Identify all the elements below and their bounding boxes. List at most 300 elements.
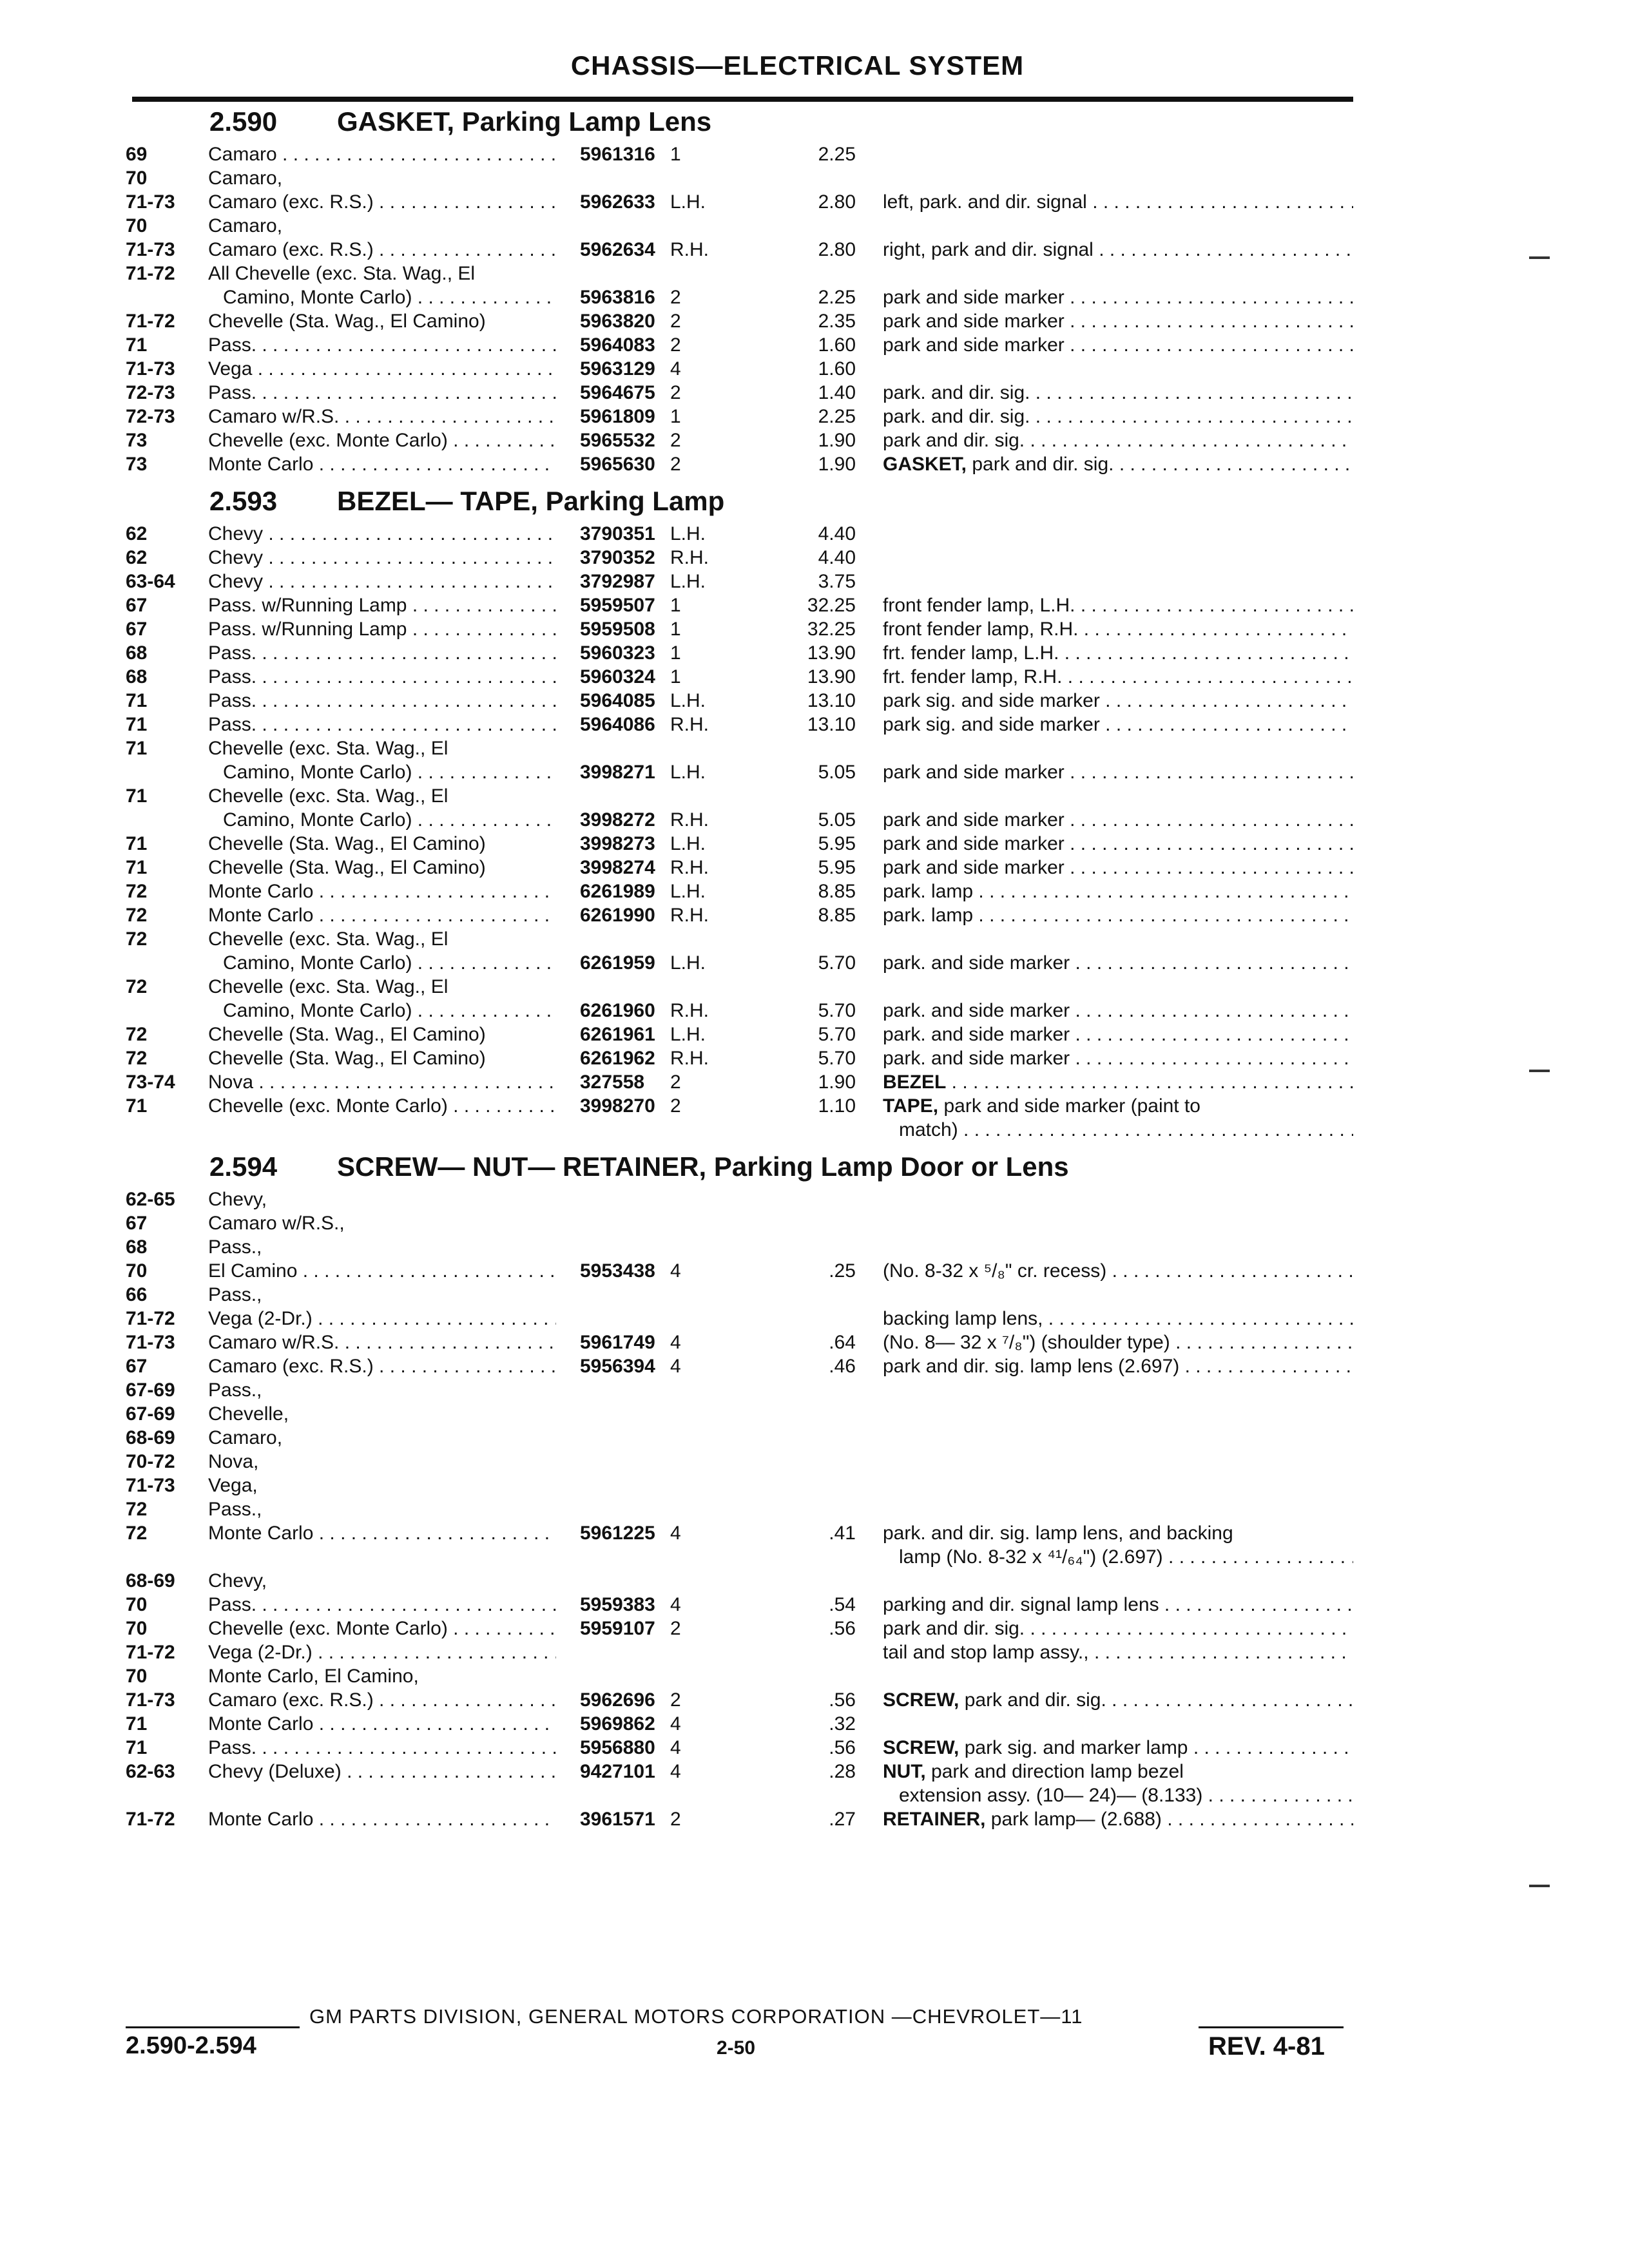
price: 13.10	[807, 714, 856, 735]
parts-row	[0, 1545, 1629, 1569]
part-number: 6261961	[580, 1024, 655, 1045]
section-title: BEZEL— TAPE, Parking Lamp	[337, 486, 725, 516]
price: .32	[829, 1713, 856, 1735]
quantity-or-side: L.H.	[670, 762, 706, 783]
description-cell	[883, 190, 1353, 214]
price: 5.70	[818, 1000, 856, 1021]
parts-row	[0, 1118, 1629, 1142]
model-cell	[208, 1569, 556, 1593]
description-cell	[883, 617, 1353, 641]
model-year: 71-73	[126, 239, 175, 260]
model-name: Pass. w/Running Lamp . . .	[208, 595, 556, 616]
price: 8.85	[818, 881, 856, 902]
model-name: Camaro w/R.S. . . .	[208, 406, 556, 427]
parts-row	[0, 1046, 1629, 1070]
description-text: park sig. and side marker . . .	[883, 690, 1353, 711]
model-name: Pass. . . .	[208, 1737, 556, 1758]
model-year: 71	[126, 334, 148, 356]
description-cell	[899, 1118, 1353, 1142]
part-number: 5961316	[580, 144, 655, 165]
description-text: park and side marker . . .	[883, 857, 1353, 878]
price: .56	[829, 1737, 856, 1758]
price: 1.90	[818, 1072, 856, 1093]
parts-row	[0, 357, 1629, 381]
model-cell	[208, 1450, 556, 1474]
model-cell	[223, 999, 556, 1023]
catalog-content	[0, 97, 1629, 1831]
section-heading	[0, 480, 1629, 522]
quantity-or-side: 2	[670, 334, 681, 356]
footer-rule-right	[1199, 2026, 1344, 2028]
quantity-or-side: 4	[670, 1737, 681, 1758]
description-text: park. and dir. sig. lamp lens, and backing	[883, 1523, 1233, 1544]
model-name: Camaro w/R.S.,	[208, 1213, 345, 1234]
model-name: Chevy (Deluxe) . . .	[208, 1761, 556, 1782]
model-cell	[208, 1354, 556, 1378]
description-cell	[883, 951, 1353, 975]
part-number: 5961809	[580, 406, 655, 427]
parts-row	[0, 142, 1629, 166]
description-cell	[883, 1354, 1353, 1378]
parts-row	[0, 190, 1629, 214]
parts-row	[0, 689, 1629, 713]
parts-row	[0, 1569, 1629, 1593]
model-year: 71	[126, 833, 148, 854]
quantity-or-side: 1	[670, 144, 681, 165]
model-year: 67	[126, 619, 148, 640]
model-year: 68-69	[126, 1427, 175, 1448]
price: .25	[829, 1260, 856, 1282]
part-number: 5964675	[580, 382, 655, 403]
part-number: 5964083	[580, 334, 655, 356]
description-cell	[883, 381, 1353, 405]
part-number: 5960324	[580, 666, 655, 687]
parts-row	[0, 1712, 1629, 1736]
parts-row	[0, 713, 1629, 736]
description-cell	[883, 309, 1353, 333]
description-text: match) . . .	[899, 1119, 1353, 1140]
parts-row	[0, 1617, 1629, 1640]
model-cell	[208, 665, 556, 689]
description-keyword: SCREW,	[883, 1689, 959, 1711]
model-cell	[208, 617, 556, 641]
model-year: 73	[126, 454, 148, 475]
description-text: park. and side marker . . .	[883, 952, 1353, 974]
model-name: Monte Carlo . . .	[208, 1809, 556, 1830]
parts-row	[0, 381, 1629, 405]
model-year: 72	[126, 1024, 148, 1045]
description-text: park and side marker (paint to	[938, 1095, 1200, 1117]
part-number: 5959508	[580, 619, 655, 640]
model-year: 69	[126, 144, 148, 165]
parts-row	[0, 1094, 1629, 1118]
price: 1.60	[818, 334, 856, 356]
model-year: 70	[126, 1618, 148, 1639]
parts-row	[0, 522, 1629, 546]
model-cell	[208, 879, 556, 903]
description-cell	[883, 1259, 1353, 1283]
model-name: Camaro (exc. R.S.) . . .	[208, 191, 556, 213]
quantity-or-side: L.H.	[670, 881, 706, 902]
description-keyword: TAPE,	[883, 1095, 939, 1117]
description-text: park and dir. sig. . . .	[883, 430, 1353, 451]
description-cell	[883, 856, 1353, 879]
parts-row	[0, 333, 1629, 357]
description-text: park. lamp . . .	[883, 881, 1353, 902]
part-number: 5956880	[580, 1737, 655, 1758]
part-number: 5962634	[580, 239, 655, 260]
parts-row	[0, 903, 1629, 927]
quantity-or-side: 4	[670, 1332, 681, 1353]
model-name: Pass.,	[208, 1379, 262, 1401]
parts-row	[0, 262, 1629, 285]
model-cell	[208, 522, 556, 546]
model-name: Pass. w/Running Lamp . . .	[208, 619, 556, 640]
description-cell	[883, 405, 1353, 428]
parts-row	[0, 1023, 1629, 1046]
model-name: Monte Carlo . . .	[208, 881, 556, 902]
price: 2.80	[818, 191, 856, 213]
parts-row	[0, 214, 1629, 238]
model-name: Chevy . . .	[208, 547, 556, 568]
model-cell	[208, 238, 556, 262]
price: 2.25	[818, 144, 856, 165]
description-text: park and side marker . . .	[883, 334, 1353, 356]
description-text: lamp (No. 8-32 x ⁴¹/₆₄") (2.697) . . .	[899, 1546, 1353, 1568]
model-year: 72	[126, 1048, 148, 1069]
parts-row	[0, 1688, 1629, 1712]
model-name: Chevelle (Sta. Wag., El Camino)	[208, 1048, 486, 1069]
model-year: 62-65	[126, 1189, 175, 1210]
price: 8.85	[818, 905, 856, 926]
part-number: 5953438	[580, 1260, 655, 1282]
part-number: 3792987	[580, 571, 655, 592]
description-cell	[883, 760, 1353, 784]
description-cell	[883, 1331, 1353, 1354]
quantity-or-side: 4	[670, 1594, 681, 1615]
parts-row	[0, 832, 1629, 856]
model-cell	[208, 1760, 556, 1783]
model-name: Camaro (exc. R.S.) . . .	[208, 1356, 556, 1377]
part-number: 5959107	[580, 1618, 655, 1639]
footer-corporation: GM PARTS DIVISION, GENERAL MOTORS CORPORATION —CHEVROLET—11	[309, 2005, 1083, 2028]
model-cell	[208, 1046, 556, 1070]
quantity-or-side: 2	[670, 311, 681, 332]
parts-row	[0, 452, 1629, 476]
model-year: 71-73	[126, 1332, 175, 1353]
quantity-or-side: 2	[670, 382, 681, 403]
price: .64	[829, 1332, 856, 1353]
price: 3.75	[818, 571, 856, 592]
part-number: 5969862	[580, 1713, 655, 1735]
quantity-or-side: L.H.	[670, 952, 706, 974]
model-year: 71	[126, 1095, 148, 1117]
model-name: Vega (2-Dr.) . . .	[208, 1308, 556, 1329]
description-cell	[883, 689, 1353, 713]
section-number: 2.590	[209, 106, 278, 137]
parts-row	[0, 285, 1629, 309]
description-text: backing lamp lens, . . .	[883, 1308, 1353, 1329]
model-year: 72	[126, 881, 148, 902]
model-year: 70	[126, 168, 148, 189]
description-text: park and side marker . . .	[883, 311, 1353, 332]
model-cell	[208, 784, 556, 808]
quantity-or-side: 2	[670, 430, 681, 451]
footer-page-number: 2-50	[717, 2037, 756, 2059]
description-cell	[883, 1736, 1353, 1760]
model-year: 71	[126, 738, 148, 759]
part-number: 3998272	[580, 809, 655, 831]
description-cell	[883, 428, 1353, 452]
description-text: park and side marker . . .	[883, 809, 1353, 831]
part-number: 6261989	[580, 881, 655, 902]
model-year: 67-69	[126, 1403, 175, 1425]
model-name: Camaro,	[208, 1427, 283, 1448]
description-text: park. and side marker . . .	[883, 1000, 1353, 1021]
parts-row	[0, 1187, 1629, 1211]
price: .46	[829, 1356, 856, 1377]
description-text: park sig. and side marker . . .	[883, 714, 1353, 735]
parts-row	[0, 617, 1629, 641]
price: .54	[829, 1594, 856, 1615]
price: 1.10	[818, 1095, 856, 1117]
quantity-or-side: 1	[670, 642, 681, 664]
model-cell	[208, 1497, 556, 1521]
parts-row	[0, 1354, 1629, 1378]
model-cell	[208, 1283, 556, 1307]
description-cell	[883, 593, 1353, 617]
quantity-or-side: R.H.	[670, 239, 709, 260]
description-keyword: NUT,	[883, 1761, 926, 1782]
description-cell	[883, 1593, 1353, 1617]
model-name: Monte Carlo, El Camino,	[208, 1666, 419, 1687]
description-cell	[883, 452, 1353, 476]
model-cell	[208, 1070, 556, 1094]
description-text: front fender lamp, L.H. . . .	[883, 595, 1353, 616]
model-year: 71	[126, 1713, 148, 1735]
model-year: 71-72	[126, 263, 175, 284]
description-cell	[883, 1307, 1353, 1331]
part-number: 3961571	[580, 1809, 655, 1830]
description-text: park and direction lamp bezel	[925, 1761, 1184, 1782]
model-year: 68-69	[126, 1570, 175, 1591]
parts-row	[0, 951, 1629, 975]
quantity-or-side: 4	[670, 358, 681, 380]
part-number: 5960323	[580, 642, 655, 664]
model-name: Pass. . . .	[208, 690, 556, 711]
quantity-or-side: R.H.	[670, 1048, 709, 1069]
part-number: 3998273	[580, 833, 655, 854]
model-year: 71	[126, 1737, 148, 1758]
description-text: front fender lamp, R.H. . . .	[883, 619, 1353, 640]
model-cell	[208, 1259, 556, 1283]
model-cell	[208, 1378, 556, 1402]
parts-row	[0, 1070, 1629, 1094]
model-cell	[208, 546, 556, 570]
description-cell	[883, 1070, 1353, 1094]
model-cell	[208, 405, 556, 428]
part-number: 5956394	[580, 1356, 655, 1377]
description-keyword: BEZEL	[883, 1072, 947, 1093]
parts-row	[0, 1664, 1629, 1688]
model-year: 73-74	[126, 1072, 175, 1093]
quantity-or-side: 2	[670, 454, 681, 475]
model-name: Chevelle (Sta. Wag., El Camino)	[208, 833, 486, 854]
model-cell	[208, 1094, 556, 1118]
parts-row	[0, 1235, 1629, 1259]
parts-row	[0, 760, 1629, 784]
price: 13.90	[807, 666, 856, 687]
quantity-or-side: 2	[670, 287, 681, 308]
part-number: 6261990	[580, 905, 655, 926]
model-cell	[208, 736, 556, 760]
parts-row	[0, 1283, 1629, 1307]
price: 1.90	[818, 430, 856, 451]
model-cell	[208, 190, 556, 214]
model-name: Monte Carlo . . .	[208, 1713, 556, 1735]
model-year: 62	[126, 547, 148, 568]
model-name: Chevy . . .	[208, 523, 556, 544]
description-text: parking and dir. signal lamp lens . . .	[883, 1594, 1353, 1615]
model-name: Camaro (exc. R.S.) . . .	[208, 1689, 556, 1711]
model-name: Chevelle (exc. Sta. Wag., El	[208, 928, 448, 950]
model-cell	[208, 713, 556, 736]
quantity-or-side: L.H.	[670, 191, 706, 213]
price: .56	[829, 1618, 856, 1639]
description-text: park. lamp . . .	[883, 905, 1353, 926]
description-text: right, park and dir. signal . . .	[883, 239, 1353, 260]
description-text: park and dir. sig. lamp lens (2.697) . . .	[883, 1356, 1353, 1377]
price: 5.95	[818, 857, 856, 878]
margin-mark	[1529, 256, 1550, 259]
description-text: park. and side marker . . .	[883, 1048, 1353, 1069]
model-cell	[208, 452, 556, 476]
description-cell	[883, 1617, 1353, 1640]
model-cell	[208, 142, 556, 166]
parts-row	[0, 405, 1629, 428]
model-cell	[208, 166, 556, 190]
model-name: Pass.,	[208, 1236, 262, 1258]
parts-row	[0, 1736, 1629, 1760]
parts-row	[0, 1640, 1629, 1664]
model-name: Monte Carlo . . .	[208, 1523, 556, 1544]
description-cell	[883, 1094, 1353, 1118]
model-cell	[208, 1474, 556, 1497]
page-title: CHASSIS—ELECTRICAL SYSTEM	[570, 50, 1025, 81]
model-name: Chevelle (exc. Sta. Wag., El	[208, 738, 448, 759]
model-cell	[208, 903, 556, 927]
model-cell	[208, 1664, 556, 1688]
quantity-or-side: 4	[670, 1356, 681, 1377]
model-name: Camino, Monte Carlo) . . .	[223, 287, 556, 308]
quantity-or-side: 2	[670, 1809, 681, 1830]
part-number: 6261962	[580, 1048, 655, 1069]
part-number: 3790351	[580, 523, 655, 544]
footer-rule-left	[126, 2026, 300, 2028]
model-name: Camaro . . .	[208, 144, 556, 165]
price: 2.80	[818, 239, 856, 260]
model-name: Camaro,	[208, 168, 283, 189]
model-year: 72	[126, 928, 148, 950]
parts-row	[0, 665, 1629, 689]
model-cell	[208, 1593, 556, 1617]
description-cell	[899, 1545, 1353, 1569]
description-text: frt. fender lamp, L.H. . . .	[883, 642, 1353, 664]
model-cell	[208, 381, 556, 405]
model-cell	[208, 1688, 556, 1712]
description-text: frt. fender lamp, R.H. . . .	[883, 666, 1353, 687]
quantity-or-side: L.H.	[670, 523, 706, 544]
description-cell	[883, 1023, 1353, 1046]
description-cell	[883, 641, 1353, 665]
section-number: 2.594	[209, 1151, 278, 1182]
part-number: 3790352	[580, 547, 655, 568]
model-name: Chevelle (Sta. Wag., El Camino)	[208, 857, 486, 878]
quantity-or-side: 1	[670, 666, 681, 687]
price: 13.10	[807, 690, 856, 711]
model-name: Pass. . . .	[208, 334, 556, 356]
part-number: 9427101	[580, 1761, 655, 1782]
part-number: 5963129	[580, 358, 655, 380]
quantity-or-side: 4	[670, 1713, 681, 1735]
parts-row	[0, 1402, 1629, 1426]
price: 5.70	[818, 1048, 856, 1069]
model-cell	[208, 689, 556, 713]
model-name: Chevelle (exc. Sta. Wag., El	[208, 785, 448, 807]
model-year: 62	[126, 523, 148, 544]
model-year: 68	[126, 642, 148, 664]
parts-row	[0, 999, 1629, 1023]
parts-row	[0, 1474, 1629, 1497]
model-year: 71	[126, 714, 148, 735]
model-name: Chevelle (Sta. Wag., El Camino)	[208, 311, 486, 332]
model-year: 72	[126, 905, 148, 926]
parts-row	[0, 879, 1629, 903]
part-number: 5961225	[580, 1523, 655, 1544]
model-cell	[208, 1426, 556, 1450]
section-number: 2.593	[209, 486, 278, 516]
description-cell	[883, 879, 1353, 903]
parts-row	[0, 1211, 1629, 1235]
description-cell	[883, 903, 1353, 927]
price: 1.90	[818, 454, 856, 475]
description-text: tail and stop lamp assy., . . .	[883, 1642, 1353, 1663]
model-cell	[208, 1307, 556, 1331]
description-text: park and dir. sig. . . .	[883, 1618, 1353, 1639]
model-cell	[223, 285, 556, 309]
description-cell	[883, 808, 1353, 832]
description-cell	[899, 1783, 1353, 1807]
quantity-or-side: R.H.	[670, 905, 709, 926]
price: 5.05	[818, 762, 856, 783]
parts-row	[0, 1450, 1629, 1474]
description-text: park lamp— (2.688) . . .	[985, 1809, 1353, 1830]
quantity-or-side: L.H.	[670, 571, 706, 592]
price: 2.25	[818, 287, 856, 308]
model-name: Nova,	[208, 1451, 259, 1472]
model-year: 71	[126, 785, 148, 807]
description-text: park and side marker . . .	[883, 287, 1353, 308]
model-cell	[208, 309, 556, 333]
price: 5.70	[818, 952, 856, 974]
part-number: 3998274	[580, 857, 655, 878]
part-number: 5962696	[580, 1689, 655, 1711]
description-text: park and side marker . . .	[883, 833, 1353, 854]
model-name: Pass.,	[208, 1284, 262, 1305]
price: 4.40	[818, 523, 856, 544]
description-cell	[883, 333, 1353, 357]
model-year: 72	[126, 1499, 148, 1520]
